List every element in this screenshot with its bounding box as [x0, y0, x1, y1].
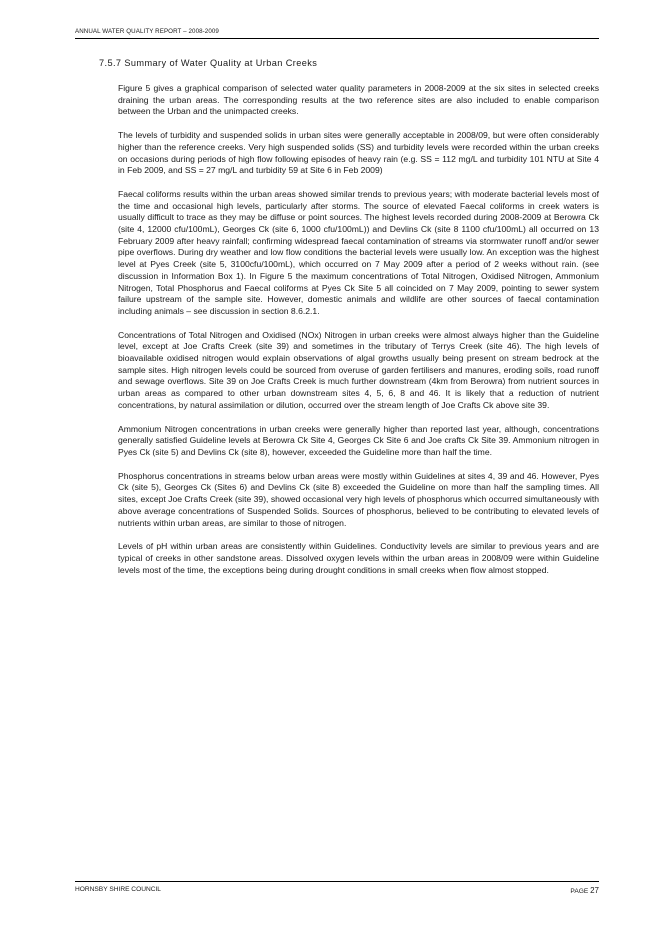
footer-page	[570, 886, 599, 895]
page-label: PAGE	[570, 888, 589, 895]
footer-organisation: HORNSBY SHIRE COUNCIL	[75, 886, 161, 893]
paragraph-ph-conductivity: Levels of pH within urban areas are consistently within Guidelines. Conductivity levels are similar to previous years and are typical of creeks in other sandstone areas. Dissolved oxygen levels within the urban areas in 2008/09 were within Guideline levels most of the time, the exceptions being during drought conditions in small creeks when flow almost stopped.	[118, 541, 599, 575]
body-text	[118, 83, 599, 588]
page-number: 27	[590, 886, 599, 895]
page-footer	[75, 881, 599, 895]
paragraph-ammonium: Ammonium Nitrogen concentrations in urban creeks were generally higher than reported last year, although, concentrations generally satisfied Guideline levels at Berowra Ck Site 4, Georges Ck Site 6 and Joe crafts Ck Site 39. Ammonium nitrogen in Pyes Ck (site 5) and Devlins Ck (site 8), however, exceeded the Guideline more than half the time.	[118, 423, 599, 457]
paragraph-figure-comparison: Figure 5 gives a graphical comparison of selected water quality parameters in 2008-2009 at the six sites in selected creeks draining the urban areas. The corresponding results at the two reference sites are also included to enable comparison between the Urban and the unimpacted creeks.	[118, 83, 599, 117]
section-heading: 7.5.7 Summary of Water Quality at Urban Creeks	[99, 58, 318, 68]
paragraph-phosphorus: Phosphorus concentrations in streams below urban areas were mostly within Guidelines at sites 4, 39 and 46. However, Pyes Ck (site 5), Georges Ck (Sites 6) and Devlins Ck (site 8) exceeded the Guideline on more than half the sampling times. All sites, except Joe Crafts Creek (site 39), showed occasional very high levels of phosphorus which occurred simultaneously with above average concentrations of Suspended Solids. Sources of phosphorus, believed to be contributing to elevated levels of nutrients within urban areas, are similar to those of nitrogen.	[118, 470, 599, 528]
paragraph-turbidity: The levels of turbidity and suspended solids in urban sites were generally acceptable in 2008/09, but were often considerably higher than the reference creeks. Very high suspended solids (SS) and turbidity levels were recorded within the urban creeks on occasions during periods of high flow following episodes of heavy rain (e.g. SS = 112 mg/L and turbidity 101 NTU at Site 4 in Feb 2009, and SS = 27 mg/L and turbidity 59 at Site 6 in Feb 2009)	[118, 130, 599, 176]
paragraph-faecal-coliforms: Faecal coliforms results within the urban areas showed similar trends to previous years; with moderate bacterial levels most of the time and occasional high levels, particularly after storms. The source of elevated Faecal coliforms in creek waters is usually difficult to trace as they may be diffuse or point sources. The highest levels recorded during 2008-2009 at Berowra Ck (site 4, 12000 cfu/100mL), Georges Ck (site 6, 1000 cfu/100mL)) and Devlins Ck (site 8 1100 cfu/100mL) all occurred on 13 February 2009 after heavy rainfall; confirming widespread faecal contamination of streams via stormwater runoff and/or sewer pipe overflows. During dry weather and low flow conditions the bacterial levels were usually low. An exception was the highest level at Pyes Creek (site 5, 3100cfu/100mL), which occurred on 7 May 2009 after a period of 2 weeks without rain. (see discussion in Information Box 1). In Figure 5 the maximum concentrations of Total Nitrogen, Oxidised Nitrogen, Ammonium Nitrogen, Total Phosphorus and Faecal coliforms at Pyes Ck Site 5 all coincided on 7 May 2009, pointing to sewer system failure upstream of the sample site. However, domestic animals and wildlife are other sources of faecal contamination including animals – see discussion in section 8.6.2.1.	[118, 188, 599, 316]
report-title: ANNUAL WATER QUALITY REPORT – 2008-2009	[75, 28, 219, 35]
paragraph-nitrogen: Concentrations of Total Nitrogen and Oxidised (NOx) Nitrogen in urban creeks were almost always higher than the Guideline level, except at Joe Crafts Creek (site 39) and sometimes in the tributary of Terrys Creek (site 46). The high levels of bioavailable oxidised nitrogen would explain observations of algal growths usually being present on stream bedrock at the sample sites. High nitrogen levels could be sourced from overuse of garden fertilisers and manures, eroding soils, road runoff and sewage overflows. Site 39 on Joe Crafts Creek is much further downstream (4km from Berowra) from nutrient sources in urban areas as compared to other urban downstream sites 4, 5, 6, 8 and 46. It is likely that a reduction of nutrient concentrations, by natural assimilation or dilution, occurred over the stream length of Joe Crafts Ck above site 39.	[118, 329, 599, 410]
running-header	[75, 28, 599, 39]
